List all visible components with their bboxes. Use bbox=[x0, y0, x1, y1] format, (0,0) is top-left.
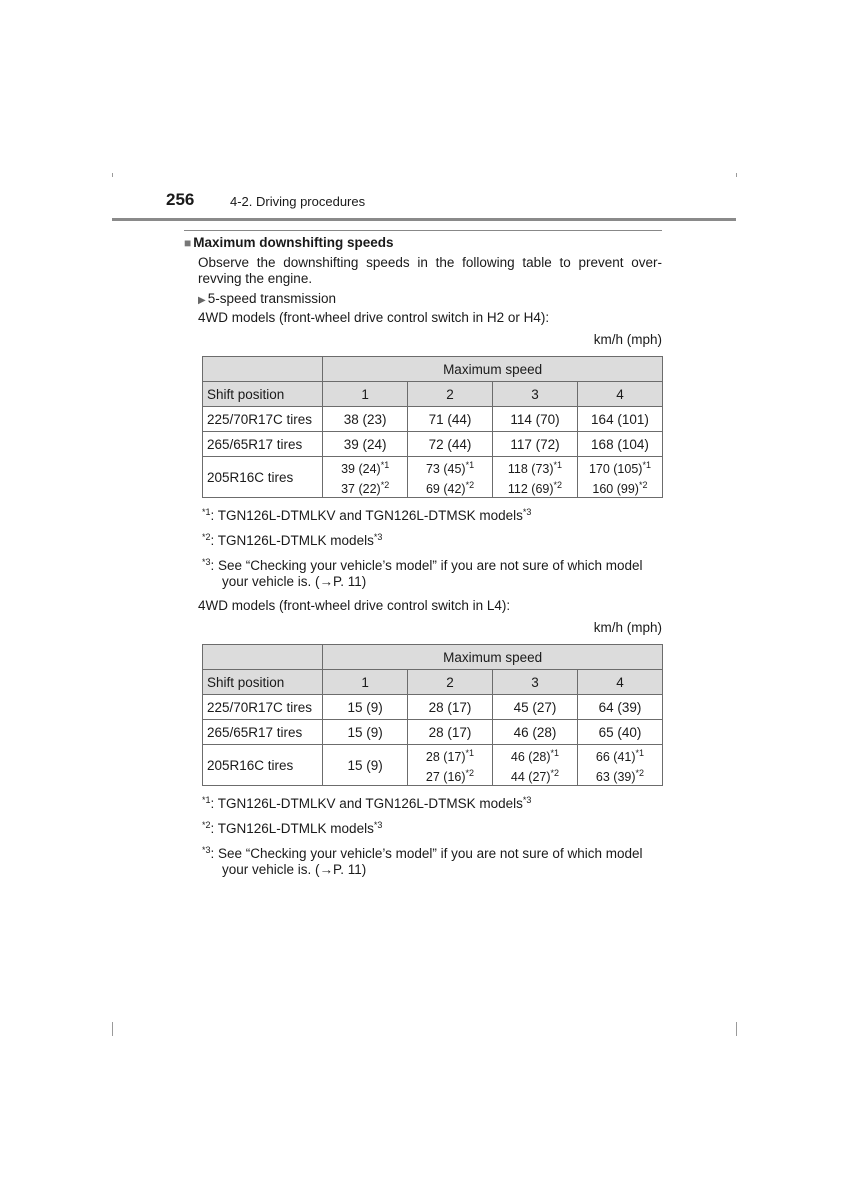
column-header: 4 bbox=[577, 382, 662, 407]
unit-label: km/h (mph) bbox=[593, 620, 662, 635]
crop-mark bbox=[112, 173, 113, 177]
column-header: 1 bbox=[323, 670, 408, 695]
footnote: $^{*1}$: TGN126L-DTMLKV and TGN126L-DTMSK models$^{*3}$ bbox=[202, 507, 532, 523]
section-heading: ■ Maximum downshifting speeds bbox=[184, 235, 394, 250]
column-header: 3 bbox=[492, 670, 577, 695]
table-row: 265/65R17 tires 39 (24) 72 (44) 117 (72) 168 (104) bbox=[203, 432, 663, 457]
column-header: 3 bbox=[493, 382, 578, 407]
column-header: 2 bbox=[407, 670, 492, 695]
transmission-label: ▶ 5-speed transmission bbox=[198, 291, 337, 306]
column-header: 4 bbox=[577, 670, 662, 695]
crop-mark bbox=[736, 173, 737, 177]
footnote: $^{*1}$: TGN126L-DTMLKV and TGN126L-DTMSK models$^{*3}$ bbox=[202, 795, 532, 811]
triangle-bullet-icon: ▶ bbox=[198, 295, 206, 306]
crop-mark bbox=[112, 1022, 113, 1036]
footnote: $^{*2}$: TGN126L-DTMLK models$^{*3}$ bbox=[202, 820, 383, 836]
footnote: $^{*3}$: See “Checking your vehicle’s model” if you are not sure of which model your vehicle is. (→P. 11) bbox=[202, 557, 643, 589]
table-row: 205R16C tires 39 $(24)^{*1}$ 37 $(22)^{*2}$ 73 $(45)^{*1}$ 69 $(42)^{*2}$ 118 $(73)^{*1}$ 112 $(69)^{*2}$ 170 $(105)^{*1}$ 160 $(99)^{*2}$ bbox=[203, 457, 663, 498]
table-row: 265/65R17 tires 15 (9) 28 (17) 46 (28) 65 (40) bbox=[203, 720, 663, 745]
group-header: Maximum speed bbox=[323, 645, 663, 670]
speed-table-h2-h4 bbox=[202, 356, 663, 498]
table-row: 225/70R17C tires 15 (9) 28 (17) 45 (27) 64 (39) bbox=[203, 695, 663, 720]
table-row: 225/70R17C tires 38 (23) 71 (44) 114 (70) 164 (101) bbox=[203, 407, 663, 432]
divider bbox=[184, 230, 662, 231]
footnote: $^{*2}$: TGN126L-DTMLK models$^{*3}$ bbox=[202, 532, 383, 548]
intro-paragraph: Observe the downshifting speeds in the following table to prevent over-revving the engine. bbox=[198, 255, 662, 286]
column-header: 2 bbox=[408, 382, 493, 407]
unit-label: km/h (mph) bbox=[593, 332, 662, 347]
footnotes bbox=[202, 504, 662, 590]
speed-table-l4 bbox=[202, 644, 663, 786]
square-bullet-icon: ■ bbox=[184, 236, 192, 250]
page-number: 256 bbox=[166, 190, 195, 209]
section-title: 4-2. Driving procedures bbox=[230, 194, 366, 209]
page-header bbox=[112, 188, 736, 221]
footnote: $^{*3}$: See “Checking your vehicle’s model” if you are not sure of which model your vehicle is. (→P. 11) bbox=[202, 845, 643, 877]
group-header: Maximum speed bbox=[323, 357, 663, 382]
crop-mark bbox=[736, 1022, 737, 1036]
table-caption: 4WD models (front-wheel drive control switch in L4): bbox=[198, 598, 511, 613]
empty-corner-cell bbox=[203, 645, 323, 670]
empty-corner-cell bbox=[203, 357, 323, 382]
column-header: 1 bbox=[323, 382, 408, 407]
table-caption: 4WD models (front-wheel drive control switch in H2 or H4): bbox=[198, 310, 550, 325]
column-header: Shift position bbox=[203, 382, 323, 407]
page-content bbox=[184, 230, 662, 883]
table-row: 205R16C tires 15 (9) 28 $(17)^{*1}$ 27 $(16)^{*2}$ 46 $(28)^{*1}$ 44 $(27)^{*2}$ 66 $(41)^{*1}$ 63 $(39)^{*2}$ bbox=[203, 745, 663, 786]
column-header: Shift position bbox=[203, 670, 323, 695]
footnotes bbox=[202, 792, 662, 878]
